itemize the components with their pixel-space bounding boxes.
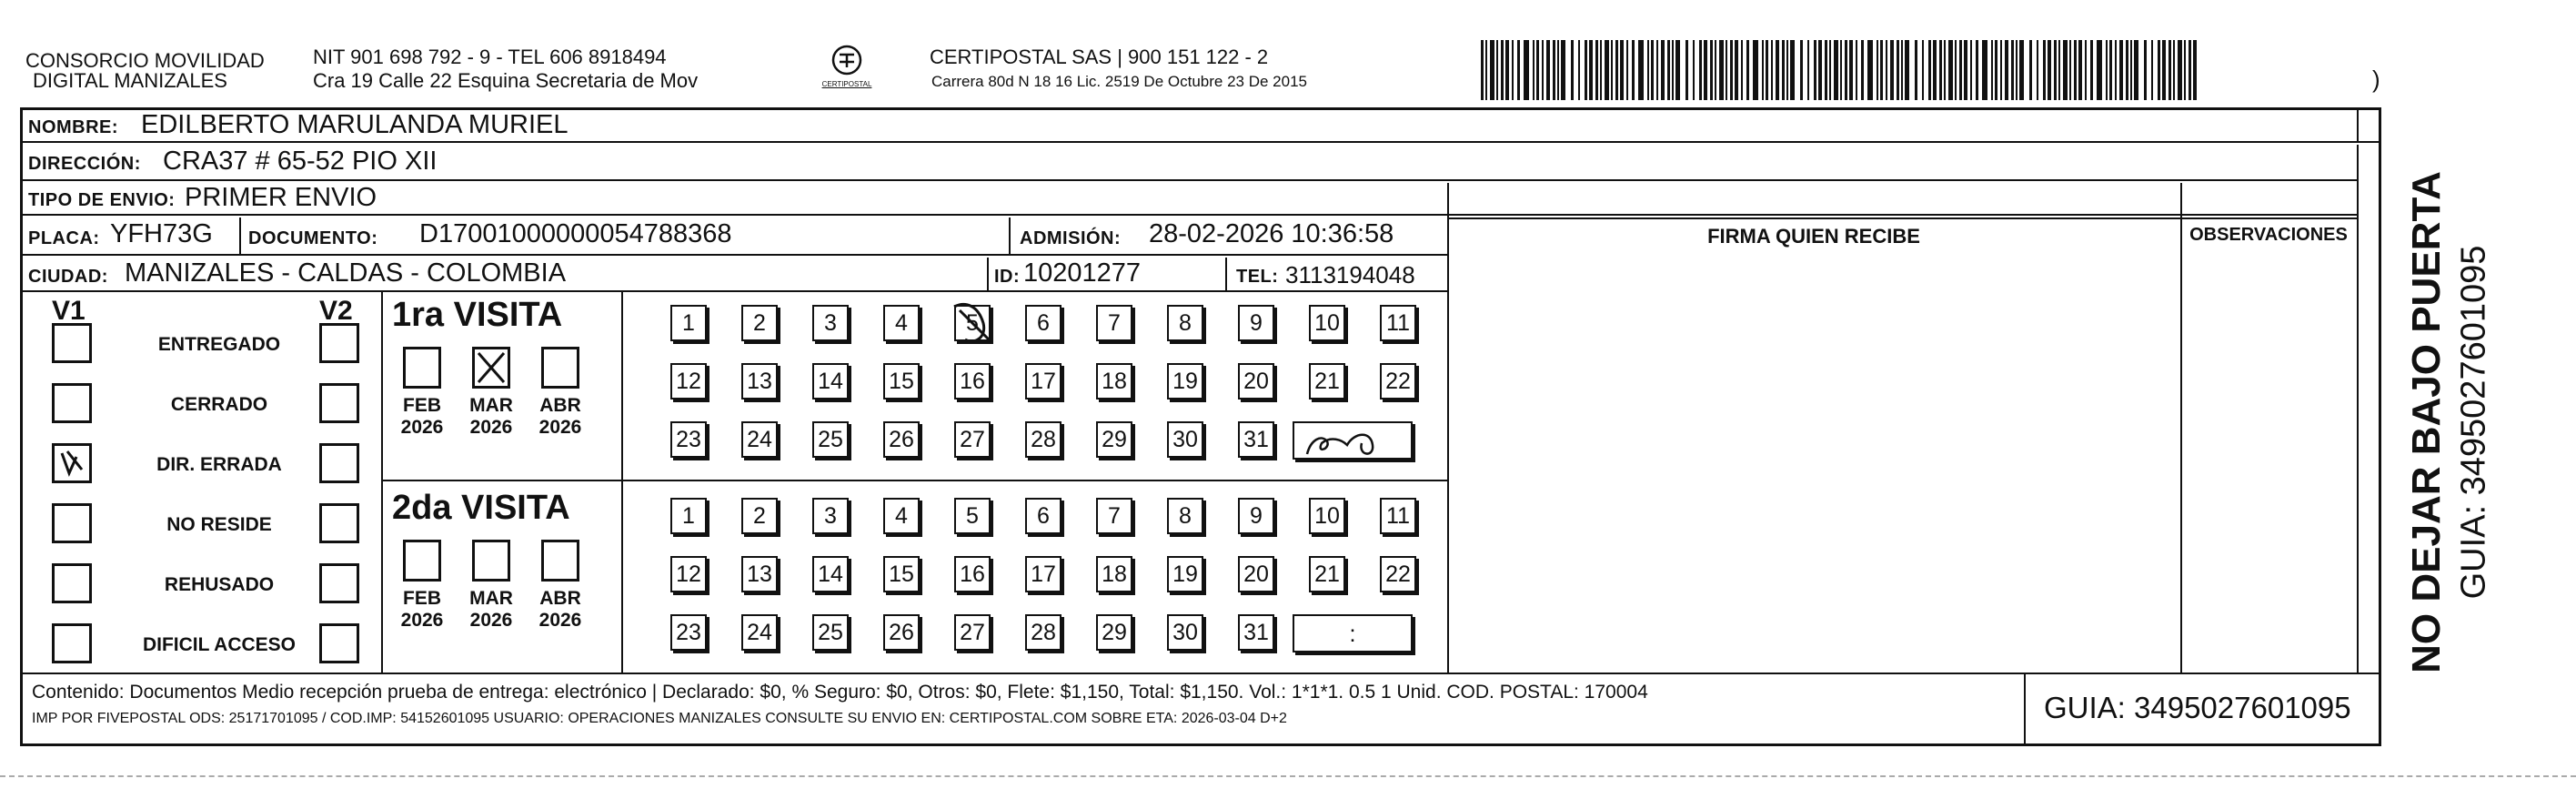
certipostal-logo-icon: [815, 42, 879, 98]
direccion-label: DIRECCIÓN:: [28, 154, 141, 174]
barcode-bar: [1834, 40, 1838, 100]
certipostal-logo: [815, 42, 879, 98]
barcode-bar: [2184, 40, 2186, 100]
barcode-bar: [2151, 40, 2153, 100]
month-checkbox-feb[interactable]: [403, 540, 441, 582]
barcode-bar: [2109, 40, 2112, 100]
v1-checkbox[interactable]: [52, 563, 92, 603]
ciudad-value: MANIZALES - CALDAS - COLOMBIA: [125, 258, 567, 288]
v2-checkbox[interactable]: [319, 503, 359, 543]
day-box[interactable]: 25: [812, 421, 849, 458]
v2-header: V2: [319, 296, 353, 326]
barcode-bar: [1632, 40, 1635, 100]
company-name-line1: CONSORCIO MOVILIDAD: [25, 49, 265, 72]
signature-area[interactable]: [1449, 221, 2179, 671]
month-checkbox-abr[interactable]: [541, 347, 579, 389]
tipo-envio-value: PRIMER ENVIO: [185, 183, 377, 212]
year-label: 2026: [469, 417, 513, 438]
barcode-bar: [2162, 40, 2166, 100]
barcode-bar: [1825, 40, 1827, 100]
observaciones-column-header: OBSERVACIONES: [2189, 225, 2348, 245]
month-label: FEB: [403, 588, 441, 609]
barcode-bar: [1741, 40, 1743, 100]
barcode-bar: [1928, 40, 1931, 100]
day-box[interactable]: 27: [954, 614, 991, 651]
tel-label: TEL:: [1236, 267, 1279, 287]
month-checkbox-feb[interactable]: [403, 347, 441, 389]
barcode-bar: [1982, 40, 1987, 100]
day-box[interactable]: 30: [1167, 421, 1203, 458]
certipostal-line2: Carrera 80d N 18 16 Lic. 2519 De Octubre 23 De 2015: [931, 73, 1307, 90]
day-box[interactable]: 20: [1238, 363, 1274, 400]
barcode-bar: [2097, 40, 2102, 100]
day-box[interactable]: 23: [670, 421, 707, 458]
day-box[interactable]: 15: [883, 556, 920, 592]
barcode-bar: [1845, 40, 1847, 100]
year-label: 2026: [469, 610, 513, 631]
tipo-envio-label: TIPO DE ENVIO:: [28, 190, 176, 210]
v1-checkbox[interactable]: [52, 323, 92, 363]
day-box[interactable]: 13: [741, 363, 778, 400]
barcode-bar: [1814, 40, 1816, 100]
barcode-bar: [1861, 40, 1864, 100]
day-box[interactable]: 17: [1025, 556, 1062, 592]
day-box[interactable]: 3: [812, 498, 849, 534]
day-box[interactable]: 21: [1309, 556, 1345, 592]
barcode-bar: [2115, 40, 2117, 100]
barcode-bar: [1647, 40, 1649, 100]
barcode-bar: [1605, 40, 1609, 100]
second-visit-title: 2da VISITA: [392, 489, 570, 527]
barcode-bar: [1667, 40, 1670, 100]
id-label: ID:: [994, 267, 1021, 287]
month-label: MAR: [469, 588, 513, 609]
barcode-bar: [1746, 40, 1749, 100]
day-box[interactable]: 30: [1167, 614, 1203, 651]
tel-value: 3113194048: [1285, 261, 1415, 288]
barcode-bar: [2069, 40, 2071, 100]
barcode-bar: [1782, 40, 1785, 100]
v1-checkbox[interactable]: [52, 443, 92, 483]
admision-label: ADMISIÓN:: [1020, 228, 1122, 248]
barcode-bar: [2043, 40, 2046, 100]
firma-column-header: FIRMA QUIEN RECIBE: [1707, 225, 1920, 248]
v2-checkbox[interactable]: [319, 443, 359, 483]
day-box[interactable]: 26: [883, 614, 920, 651]
time-box[interactable]: :: [1293, 614, 1413, 652]
barcode-bar: [1818, 40, 1822, 100]
v1-checkbox[interactable]: [52, 383, 92, 423]
barcode-bar: [1719, 40, 1724, 100]
barcode-bar: [2085, 40, 2087, 100]
documento-value: D17001000000054788368: [419, 219, 732, 248]
barcode-bar: [1766, 40, 1768, 100]
barcode-bar: [1867, 40, 1873, 100]
barcode-bar: [1933, 40, 1937, 100]
year-label: 2026: [400, 417, 444, 438]
barcode-bar: [2019, 40, 2024, 100]
year-label: 2026: [400, 610, 444, 631]
barcode-bar: [1485, 40, 1487, 100]
id-value: 10201277: [1023, 258, 1142, 288]
x-mark-icon: [475, 349, 508, 386]
year-label: 2026: [538, 417, 582, 438]
barcode-bar: [1901, 40, 1903, 100]
address-line: Cra 19 Calle 22 Esquina Secretaria de Mov: [313, 69, 699, 92]
barcode-bar: [1699, 40, 1702, 100]
barcode-bar: [1651, 40, 1654, 100]
barcode-bar: [2058, 40, 2060, 100]
nombre-value: EDILBERTO MARULANDA MURIEL: [141, 110, 569, 139]
barcode-bar: [1501, 40, 1504, 100]
barcode-bar: [1730, 40, 1733, 100]
barcode-bar: [1512, 40, 1514, 100]
v2-checkbox[interactable]: [319, 383, 359, 423]
day-box[interactable]: 22: [1380, 556, 1416, 592]
status-label: DIFICIL ACCESO: [142, 634, 296, 655]
barcode-bar: [2048, 40, 2051, 100]
day-box[interactable]: 24: [741, 421, 778, 458]
day-box[interactable]: 12: [670, 556, 707, 592]
direccion-value: CRA37 # 65-52 PIO XII: [163, 147, 438, 176]
barcode-bar: [1800, 40, 1803, 100]
month-label: FEB: [403, 395, 441, 416]
month-checkbox-mar[interactable]: [472, 347, 510, 389]
admision-value: 28-02-2026 10:36:58: [1149, 219, 1394, 248]
day-box[interactable]: 31: [1238, 421, 1274, 458]
day-box[interactable]: 28: [1025, 614, 1062, 651]
barcode-bar: [1542, 40, 1544, 100]
barcode-bar: [1561, 40, 1565, 100]
time-box[interactable]: [1293, 421, 1413, 460]
barcode-bar: [2005, 40, 2008, 100]
barcode-bar: [1915, 40, 1917, 100]
barcode-bar: [2063, 40, 2068, 100]
barcode-bar: [1886, 40, 1887, 100]
day-box[interactable]: 19: [1167, 363, 1203, 400]
day-box[interactable]: 31: [1238, 614, 1274, 651]
status-label: CERRADO: [170, 394, 268, 415]
barcode-bar: [1753, 40, 1758, 100]
barcode-bar: [2130, 40, 2132, 100]
barcode-bar: [1589, 40, 1593, 100]
placa-row: [23, 217, 1447, 256]
barcode-bar: [2078, 40, 2082, 100]
barcode-bar: [1585, 40, 1587, 100]
cut-line: [0, 775, 2576, 777]
month-checkbox-mar[interactable]: [472, 540, 510, 582]
day-box[interactable]: 1: [670, 498, 707, 534]
barcode-bar: [1571, 40, 1574, 100]
barcode-bar: [2029, 40, 2032, 100]
checkmark-icon: [55, 446, 91, 482]
barcode-bar: [1505, 40, 1509, 100]
barcode-bar: [1905, 40, 1909, 100]
barcode-bar: [1600, 40, 1602, 100]
day-box[interactable]: 14: [812, 363, 849, 400]
year-label: 2026: [538, 610, 582, 631]
barcode-bar: [1880, 40, 1883, 100]
company-name-line2: DIGITAL MANIZALES: [33, 69, 227, 92]
month-label: ABR: [539, 588, 581, 609]
handwritten-time-icon: [1294, 423, 1411, 460]
certipostal-line1: CERTIPOSTAL SAS | 900 151 122 - 2: [930, 46, 1269, 68]
day-box[interactable]: 7: [1096, 498, 1132, 534]
barcode-bar: [1856, 40, 1857, 100]
day-box[interactable]: 8: [1167, 305, 1203, 341]
day-box[interactable]: 6: [1025, 305, 1062, 341]
barcode-bar: [2119, 40, 2123, 100]
barcode-bar: [1620, 40, 1624, 100]
barcode-bar: [1595, 40, 1598, 100]
barcode: [1481, 40, 2201, 100]
imp-line: IMP POR FIVEPOSTAL ODS: 25171701095 / COD.IMP: 54152601095 USUARIO: OPERACIONES MANIZALES CONSULTE SU ENVIO EN: CERTIPOSTAL.COM SOBRE ETA: 2026-03-04 D+2: [32, 711, 1287, 726]
day-box[interactable]: 22: [1380, 363, 1416, 400]
barcode-bar: [1897, 40, 1899, 100]
barcode-bar: [1964, 40, 1967, 100]
month-label: MAR: [469, 395, 513, 416]
day-box[interactable]: 25: [812, 614, 849, 651]
day-box[interactable]: 15: [883, 363, 920, 400]
barcode-bar: [1675, 40, 1680, 100]
day-box[interactable]: 2: [741, 498, 778, 534]
side-guia: GUIA: 3495027601095: [2454, 245, 2493, 600]
barcode-bar: [1533, 40, 1535, 100]
day-box[interactable]: 26: [883, 421, 920, 458]
barcode-bar: [1840, 40, 1842, 100]
barcode-bar: [1611, 40, 1613, 100]
day-box[interactable]: 5: [954, 498, 991, 534]
day-box[interactable]: 2: [741, 305, 778, 341]
day-box[interactable]: 16: [954, 556, 991, 592]
day-box[interactable]: 4: [883, 305, 920, 341]
barcode-bar: [1771, 40, 1773, 100]
barcode-bar: [1553, 40, 1555, 100]
day-box[interactable]: 29: [1096, 614, 1132, 651]
barcode-bar: [1877, 40, 1878, 100]
day-box[interactable]: 17: [1025, 363, 1062, 400]
day-box[interactable]: 7: [1096, 305, 1132, 341]
day-box[interactable]: 5: [954, 305, 991, 341]
placa-value: YFH73G: [110, 219, 213, 248]
barcode-bar: [1710, 40, 1713, 100]
day-box[interactable]: 20: [1238, 556, 1274, 592]
v2-checkbox[interactable]: [319, 623, 359, 663]
day-box[interactable]: 10: [1309, 305, 1345, 341]
first-visit-title: 1ra VISITA: [392, 296, 563, 334]
v1-header: V1: [52, 296, 86, 326]
placa-label: PLACA:: [28, 228, 100, 248]
guia-box: GUIA: 3495027601095: [2044, 691, 2351, 724]
status-label: ENTREGADO: [157, 334, 281, 355]
day-box[interactable]: 14: [812, 556, 849, 592]
tipo-envio-row: [23, 183, 2357, 216]
nombre-row: [23, 110, 2379, 143]
margin-mark: ): [2372, 66, 2380, 93]
barcode-bar: [2016, 40, 2018, 100]
barcode-bar: [2054, 40, 2057, 100]
barcode-bar: [1536, 40, 1539, 100]
day-box[interactable]: 11: [1380, 498, 1416, 534]
barcode-bar: [1762, 40, 1764, 100]
barcode-bar: [2173, 40, 2175, 100]
barcode-bar: [1939, 40, 1942, 100]
barcode-bar: [1693, 40, 1695, 100]
day-box[interactable]: 10: [1309, 498, 1345, 534]
barcode-bar: [1517, 40, 1520, 100]
day-box[interactable]: 21: [1309, 363, 1345, 400]
day-mark-icon: [947, 296, 1001, 355]
day-box[interactable]: 6: [1025, 498, 1062, 534]
barcode-bar: [2144, 40, 2147, 100]
barcode-bar: [2178, 40, 2182, 100]
barcode-bar: [2158, 40, 2160, 100]
barcode-bar: [1557, 40, 1559, 100]
barcode-bar: [2193, 40, 2197, 100]
barcode-bar: [1546, 40, 1550, 100]
barcode-bar: [1970, 40, 1972, 100]
barcode-bar: [1656, 40, 1658, 100]
day-box[interactable]: 9: [1238, 498, 1274, 534]
barcode-bar: [1704, 40, 1707, 100]
logo-text: CERTIPOSTAL: [821, 80, 872, 88]
barcode-bar: [1786, 40, 1788, 100]
day-box[interactable]: 13: [741, 556, 778, 592]
barcode-bar: [1715, 40, 1716, 100]
barcode-bar: [1849, 40, 1853, 100]
v1-checkbox[interactable]: [52, 623, 92, 663]
documento-label: DOCUMENTO:: [248, 228, 378, 248]
barcode-bar: [1995, 40, 1997, 100]
status-label: REHUSADO: [164, 574, 275, 595]
barcode-bar: [1790, 40, 1795, 100]
v2-checkbox[interactable]: [319, 323, 359, 363]
barcode-bar: [1661, 40, 1665, 100]
barcode-bar: [1976, 40, 1978, 100]
barcode-bar: [1890, 40, 1894, 100]
barcode-bar: [1638, 40, 1644, 100]
nombre-label: NOMBRE:: [28, 117, 119, 137]
barcode-bar: [1959, 40, 1962, 100]
barcode-bar: [1829, 40, 1831, 100]
barcode-bar: [2168, 40, 2171, 100]
barcode-bar: [2037, 40, 2038, 100]
day-box[interactable]: 28: [1025, 421, 1062, 458]
day-box[interactable]: 16: [954, 363, 991, 400]
month-label: ABR: [539, 395, 581, 416]
status-label: NO RESIDE: [166, 514, 272, 535]
barcode-bar: [1672, 40, 1674, 100]
day-box[interactable]: 9: [1238, 305, 1274, 341]
barcode-bar: [2189, 40, 2191, 100]
contenido-line: Contenido: Documentos Medio recepción prueba de entrega: electrónico | Declarado: $0, % Seguro: $0, Otros: $0, Flete: $1,150, Total: $1,150. Vol.: 1*1*1. 0.5 1 Unid. COD. POSTAL: 170004: [32, 682, 1648, 703]
day-box[interactable]: 23: [670, 614, 707, 651]
barcode-bar: [2000, 40, 2002, 100]
barcode-bar: [2090, 40, 2093, 100]
barcode-bar: [1615, 40, 1618, 100]
barcode-bar: [2074, 40, 2077, 100]
v2-checkbox[interactable]: [319, 563, 359, 603]
barcode-bar: [2134, 40, 2138, 100]
direccion-row: [23, 145, 2357, 181]
day-box[interactable]: 24: [741, 614, 778, 651]
ciudad-row: [23, 258, 1447, 292]
day-box[interactable]: 11: [1380, 305, 1416, 341]
barcode-bar: [1944, 40, 1946, 100]
barcode-bar: [1726, 40, 1727, 100]
day-box[interactable]: 18: [1096, 363, 1132, 400]
ciudad-label: CIUDAD:: [28, 267, 108, 287]
no-dejar-bajo-puerta: NO DEJAR BAJO PUERTA: [2404, 171, 2449, 673]
day-box[interactable]: 27: [954, 421, 991, 458]
status-label: DIR. ERRADA: [156, 454, 282, 475]
barcode-bar: [1685, 40, 1688, 100]
barcode-bar: [1776, 40, 1779, 100]
day-box[interactable]: 1: [670, 305, 707, 341]
barcode-bar: [2126, 40, 2128, 100]
day-box[interactable]: 12: [670, 363, 707, 400]
barcode-bar: [1490, 40, 1494, 100]
day-box[interactable]: 3: [812, 305, 849, 341]
barcode-bar: [1991, 40, 1993, 100]
barcode-bar: [1807, 40, 1809, 100]
nit-line: NIT 901 698 792 - 9 - TEL 606 8918494: [313, 46, 667, 68]
barcode-bar: [2011, 40, 2014, 100]
barcode-bar: [1948, 40, 1953, 100]
day-box[interactable]: 8: [1167, 498, 1203, 534]
day-box[interactable]: 19: [1167, 556, 1203, 592]
delivery-form: [20, 107, 2381, 746]
barcode-bar: [1578, 40, 1580, 100]
observaciones-area[interactable]: [2182, 221, 2355, 671]
barcode-bar: [1922, 40, 1924, 100]
day-box[interactable]: 4: [883, 498, 920, 534]
barcode-bar: [1496, 40, 1498, 100]
barcode-bar: [1481, 40, 1484, 100]
month-checkbox-abr[interactable]: [541, 540, 579, 582]
barcode-bar: [1735, 40, 1738, 100]
day-box[interactable]: 18: [1096, 556, 1132, 592]
barcode-bar: [1524, 40, 1529, 100]
barcode-bar: [1955, 40, 1957, 100]
barcode-bar: [1626, 40, 1628, 100]
day-box[interactable]: 29: [1096, 421, 1132, 458]
barcode-bar: [2106, 40, 2108, 100]
v1-checkbox[interactable]: [52, 503, 92, 543]
